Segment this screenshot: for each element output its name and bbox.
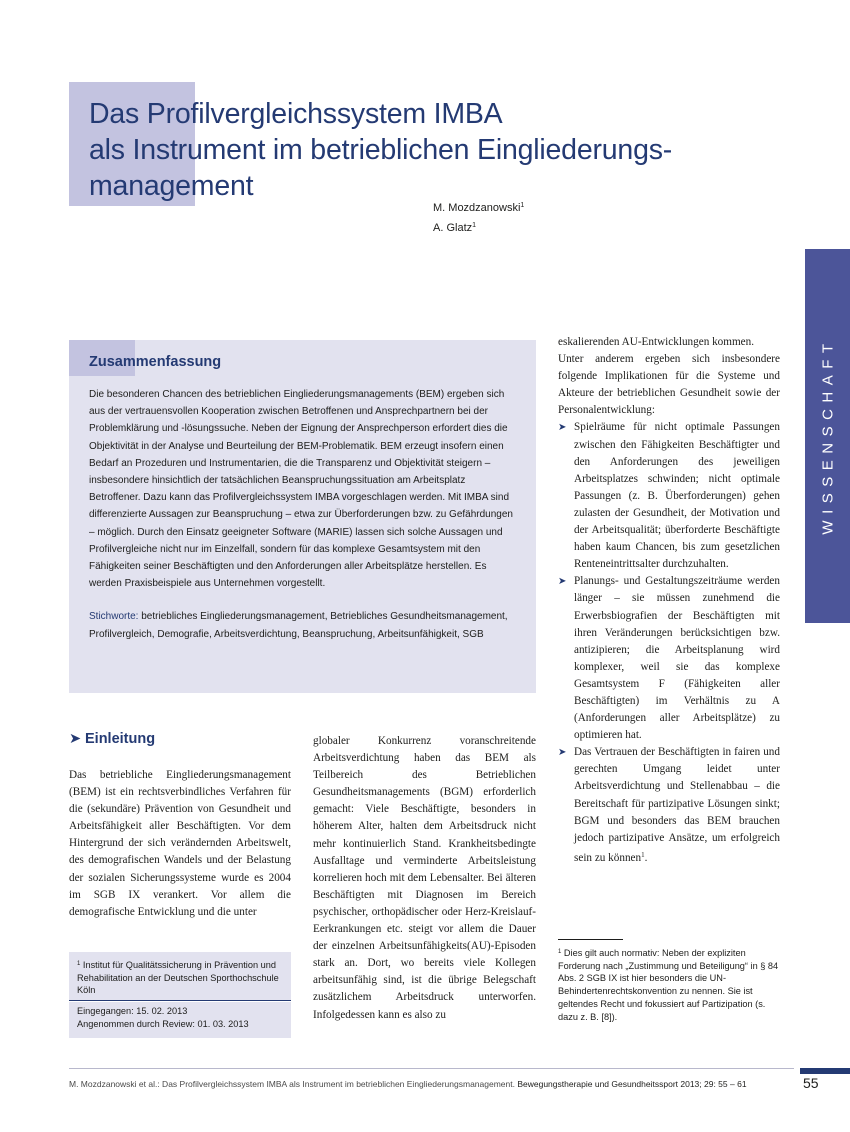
list-item: ➤ Das Vertrauen der Beschäftigten in fairen und gerechten Umgang leidet unter Arbeitsverdichtung und Stellenabbau – die Bereitschaft für partizipative Lösungen sinkt; BGM und besonders das BEM brauchen jedoch partizipative Ansätze, um erfolgreich sein zu können$^1$. [558, 746, 780, 864]
footnote-ref[interactable]: 1 [641, 850, 645, 859]
affiliation-text: $^1$ Institut für Qualitätssicherung in Prävention und Rehabilitation an der Deutschen Sporthochschule Köln [77, 960, 279, 996]
arrowhead-icon: ➤ [558, 576, 567, 588]
footer-citation: M. Mozdzanowski et al.: Das Profilvergleichssystem IMBA als Instrument im betrieblichen Eingliederungsmanagement. Bewegungstherapie und Gesundheitssport 2013; 29: 55 – 61 [69, 1079, 747, 1089]
article-title [89, 96, 789, 204]
abstract-text: Die besonderen Chancen des betrieblichen Eingliederungsmanagements (BEM) ergeben sich aus der vertrauensvollen Kooperation zwischen Betroffenen und Ansprechpartnern bei der Problemklärung und -lösungssuche. Neben der Eignung der Ansprechperson erfordert dies die Objektivität in der Analyse und Beurteilung der BEM-Problematik. BEM erzeugt insofern einen Bedarf an Prozeduren und Instrumentarien, die die Transparenz und Objektivität steigern – insbesondere hinsichtlich der tatsächlichen Beanspruchungssituation am Arbeitsplatz Betroffener. Dazu kann das Profilvergleichssystem IMBA vorgeschlagen werden. Mit IMBA sind differenzierte Aussagen zur Beanspruchung – etwa zur Überforderungen bzw. zu Gefährdungen – möglich. Durch den Einsatz geeigneter Software (MARIE) lassen sich solche Aussagen und Profilvergleiche nicht nur im Einzelfall, sondern für das komplexe Gesamtsystem mit den Fähigkeiten seiner Beschäftigten und den Anforderungen aller Arbeitsplätze herstellen. Es werden Praxisbeispiele aus Unternehmen vorgestellt. [89, 389, 513, 590]
accepted-date: Angenommen durch Review: 01. 03. 2013 [77, 1019, 249, 1030]
title-line-2: als Instrument im betrieblichen Eingliederungs- [89, 134, 673, 166]
title-line-1: Das Profilvergleichssystem IMBA [89, 98, 503, 130]
list-item: ➤ Planungs- und Gestaltungszeiträume werden länger – sie müssen zunehmend die Erwerbsbiografien der Beschäftigten mit ihren Veränderungen berücksichtigen bzw. antizipieren; die Arbeitsplanung wird komplexer, weil sie das komplexe Gesamtsystem F (Fähigkeiten aller Beschäftigten) im Verhältnis zu A (Anforderungen aller Arbeitsplätze) zu optimieren hat. [558, 575, 780, 742]
paragraph: globaler Konkurrenz voranschreitende Arbeitsverdichtung haben das BEM als Teilbereich des Betrieblichen Gesundheitsmanagements (BGM) erforderlich gemacht: Viele Beschäftigte, besonders in höherem Alter, halten dem Arbeitsdruck nicht mehr kontinuierlich Stand. Krankheitsbedingte Ausfalltage und verminderte Arbeitsleistung korrelieren hoch mit dem Lebensalter. Bei älteren Beschäftigten mit Diagnosen im Bereich psychischer, orthopädischer oder Herz-Kreislauf-Eerkrankungen etc. steigt vor allem die Dauer der einzelnen Arbeitsunfähigkeits(AU)-Episoden stark an. Dort, wo bereits viele Kollegen arbeitsunfähig sind, ist die übrige Belegschaft zusätzlichem Arbeitsdruck unterworfen. Infolgedessen kann es also zu [313, 735, 536, 1021]
arrowhead-icon: ➤ [69, 731, 82, 747]
arrowhead-icon: ➤ [558, 422, 567, 434]
implication-list [558, 419, 780, 866]
section-heading-einleitung [69, 731, 155, 747]
keywords [89, 608, 519, 642]
journal-name: Bewegungstherapie und Gesundheitssport 2013; 29: 55 – 61 [517, 1079, 747, 1089]
arrowhead-icon: ➤ [558, 747, 567, 759]
abstract-body [89, 386, 519, 643]
dates-text [77, 1005, 249, 1031]
keywords-text: betriebliches Eingliederungsmanagement, Betriebliches Gesundheitsmanagement, Profilvergleich, Demografie, Arbeitsverdichtung, Beanspruchung, Arbeitsunfähigkeit, SGB [89, 611, 508, 640]
footnote-rule [558, 939, 623, 940]
section-side-tab [805, 249, 850, 623]
footnote: $^1$ Dies gilt auch normativ: Neben der expliziten Forderung nach „Zustimmung und Beteiligung“ in § 84 Abs. 2 SGB IX ist hier besonders die UN-Behindertenrechtskonvention zu nennen. Sie ist geltendes Recht und fokussiert auf Partizipation (s. dazu z. B. [8]). [558, 948, 779, 1022]
list-item: ➤ Spielräume für nicht optimale Passungen zwischen den Fähigkeiten Beschäftigter und den Anforderungen des jeweiligen Arbeitsplatzes schwinden; nicht optimale Passungen (z. B. Überforderungen) gehen zulasten der Gesundheit, der Motivation und der Arbeitsqualität; überforderte Beschäftigte haben kaum Chancen, bis zum gesetzlichen Renteneintrittsalter durchzuhalten. [558, 421, 780, 571]
abstract-heading: Zusammenfassung [89, 354, 222, 370]
section-side-tab-label: WISSENSCHAFT [819, 337, 836, 535]
section-heading-label: Einleitung [85, 731, 156, 747]
paragraph: Das betriebliche Eingliederungsmanagement (BEM) ist ein rechtsverbindliches Verfahren für die (sekundäre) Prävention von Gesundheit und Arbeitsfähigkeit aller Beschäftigten. Vor dem Hintergrund der sich verändernden Arbeitswelt, des demografischen Wandels und der Belastung der sozialen Sicherungssysteme wurde es 2004 im SGB IX verankert. Vor allem die demografische Entwicklung und die unter [69, 769, 291, 918]
received-date: Eingegangen: 15. 02. 2013 [77, 1006, 188, 1016]
body-column-3 [558, 334, 780, 867]
author-1: M. Mozdzanowski$^1$ [433, 202, 525, 214]
paragraph: eskalierenden AU-Entwicklungen kommen. [558, 336, 755, 348]
footer-tab [800, 1068, 850, 1074]
title-line-3: management [89, 170, 254, 202]
author-2: A. Glatz$^1$ [433, 222, 477, 234]
footer-rule [69, 1068, 794, 1069]
keywords-label: Stichworte: [89, 611, 139, 623]
body-column-2 [313, 733, 536, 1024]
body-column-1 [69, 767, 291, 921]
paragraph: Unter anderem ergeben sich insbesondere folgende Implikationen für die Systeme und Akteure der betrieblichen Gesundheit sowie der Personalentwicklung: [558, 353, 780, 417]
author-list [433, 197, 524, 237]
page-number: 55 [803, 1075, 819, 1091]
